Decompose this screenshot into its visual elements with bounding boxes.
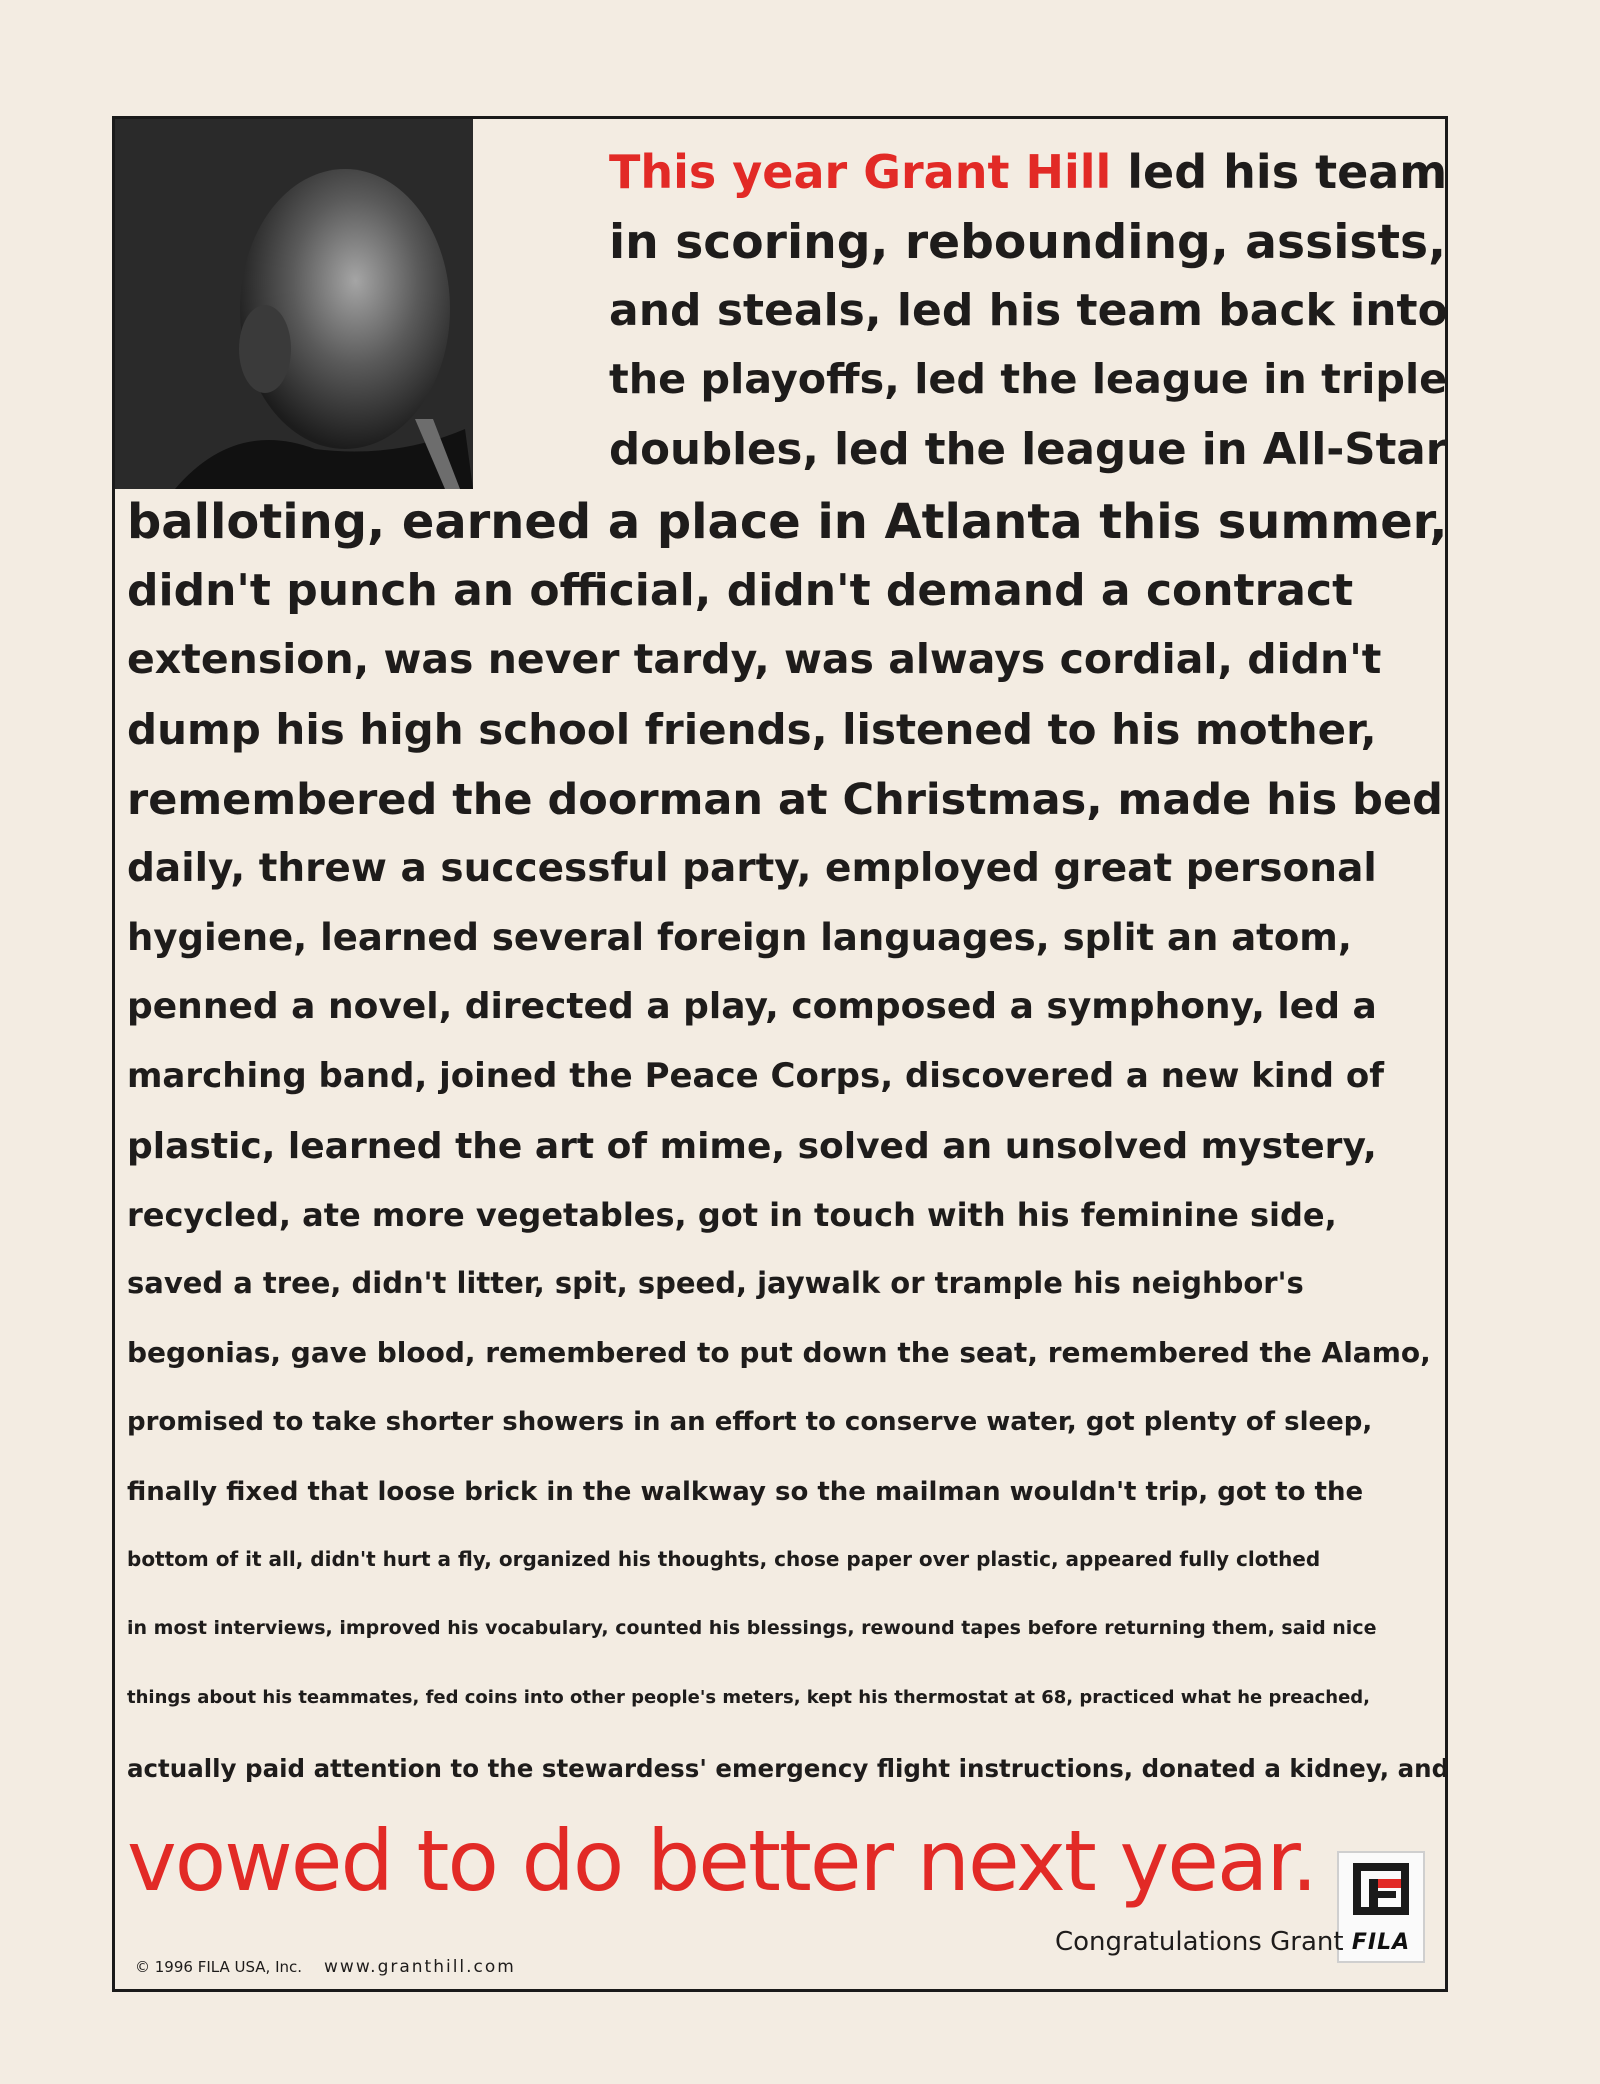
- portrait-photo: [115, 119, 473, 489]
- copy-line: doubles, led the league in All-Star: [609, 425, 1448, 475]
- fila-wordmark: FILA: [1351, 1930, 1411, 1955]
- copy-line: hygiene, learned several foreign languages, split an atom,: [127, 916, 1352, 959]
- copy-line: things about his teammates, fed coins into other people's meters, kept his thermostat at 68, practiced what he preached,: [127, 1687, 1371, 1708]
- copyright-line: [135, 1957, 516, 1977]
- headline-highlight: This year Grant Hill: [609, 145, 1112, 199]
- closing-headline: vowed to do better next year.: [127, 1812, 1316, 1910]
- copy-line: begonias, gave blood, remembered to put down the seat, remembered the Alamo,: [127, 1336, 1431, 1369]
- copy-line: dump his high school friends, listened to his mother,: [127, 705, 1377, 754]
- fila-logo: [1337, 1851, 1425, 1963]
- ad-frame: [112, 116, 1448, 1992]
- copy-line: the playoffs, led the league in triple: [609, 355, 1448, 403]
- copy-line: plastic, learned the art of mime, solved an unsolved mystery,: [127, 1126, 1377, 1167]
- copy-line: This year Grant Hill led his team: [609, 145, 1448, 199]
- copy-line: remembered the doorman at Christmas, made his bed: [127, 775, 1443, 825]
- copy-line: and steals, led his team back into: [609, 285, 1448, 336]
- copy-line: penned a novel, directed a play, composed a symphony, led a: [127, 986, 1377, 1027]
- congratulations-text: Congratulations Grant: [1055, 1927, 1344, 1957]
- copy-line: daily, threw a successful party, employed great personal: [127, 846, 1377, 891]
- copy-line: balloting, earned a place in Atlanta this summer,: [127, 495, 1448, 550]
- copy-line: finally fixed that loose brick in the walkway so the mailman wouldn't trip, got to the: [127, 1477, 1364, 1507]
- copy-line: actually paid attention to the stewardess' emergency flight instructions, donated a kidney, and: [127, 1754, 1450, 1783]
- copy-line: saved a tree, didn't litter, spit, speed, jaywalk or trample his neighbor's: [127, 1266, 1304, 1300]
- copy-line: in scoring, rebounding, assists,: [609, 215, 1447, 270]
- website-url: www.granthill.com: [324, 1957, 516, 1977]
- copy-line: marching band, joined the Peace Corps, discovered a new kind of: [127, 1056, 1385, 1096]
- copy-line: bottom of it all, didn't hurt a fly, organized his thoughts, chose paper over plastic, appeared fully clothed: [127, 1547, 1321, 1571]
- copy-line: in most interviews, improved his vocabulary, counted his blessings, rewound tapes before returning them, said nice: [127, 1617, 1377, 1639]
- copyright-text: © 1996 FILA USA, Inc.: [135, 1958, 303, 1976]
- copy-line: extension, was never tardy, was always cordial, didn't: [127, 635, 1382, 683]
- copy-line: recycled, ate more vegetables, got in touch with his feminine side,: [127, 1196, 1337, 1234]
- copy-line: didn't punch an official, didn't demand a contract: [127, 565, 1354, 616]
- copy-line: promised to take shorter showers in an effort to conserve water, got plenty of sleep,: [127, 1407, 1373, 1437]
